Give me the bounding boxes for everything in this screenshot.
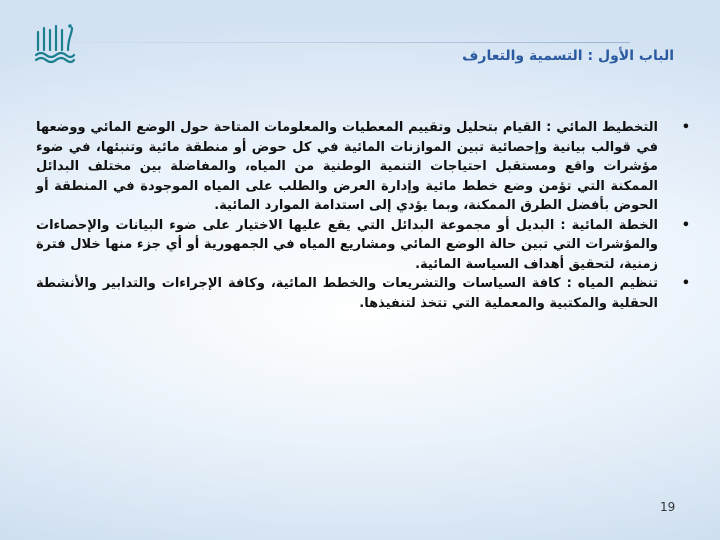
page-number: 19 [660, 500, 676, 514]
slide-title: الباب الأول : التسمية والتعارف [462, 48, 674, 64]
bullet-icon: • [681, 276, 690, 291]
definition-text: الخطة المائية : البديل أو مجموعة البدائل التي يقع عليها الاختيار على ضوء البيانات والإحصاءات والمؤشرات التي تبين حالة الوضع المائي ومشاريع المياه في الجمهورية أو أي جزء منها خلال فترة زمنية، لتحقيق أهداف السياسة المائية. [36, 217, 658, 272]
definition-item [32, 216, 690, 275]
bullet-icon: • [681, 217, 690, 233]
definition-item [32, 274, 690, 313]
header-divider [30, 42, 630, 43]
definition-item [32, 118, 690, 216]
definition-text: تنظيم المياه : كافة السياسات والتشريعات والخطط المائية، وكافة الإجراءات والتدابير والأنشطة الحقلية والمكتبية والمعملية التي تتخذ لتنفيذها. [36, 276, 658, 311]
bullet-icon: • [681, 120, 690, 135]
definition-text: التخطيط المائي : القيام بتحليل وتقييم المعطيات والمعلومات المتاحة حول الوضع المائي ووضعها في قوالب بيانية وإحصائية تبين الموازنات المائية في كل حوض أو منطقة مائية وتنبئها، في ضوء مؤشرات واقع ومستقبل احتياجات التنمية الوطنية من المياه، والمفاضلة بين مختلف البدائل الممكنة التي تؤمن وضع خطط مائية وإدارة العرض والطلب على المياه الموجودة في المنطقة أو الحوض بأفضل الطرق الممكنة، وبما يؤدي إلى استدامة الموارد المائية. [36, 120, 658, 213]
slide-content [32, 118, 690, 313]
water-logo-icon [32, 20, 76, 66]
